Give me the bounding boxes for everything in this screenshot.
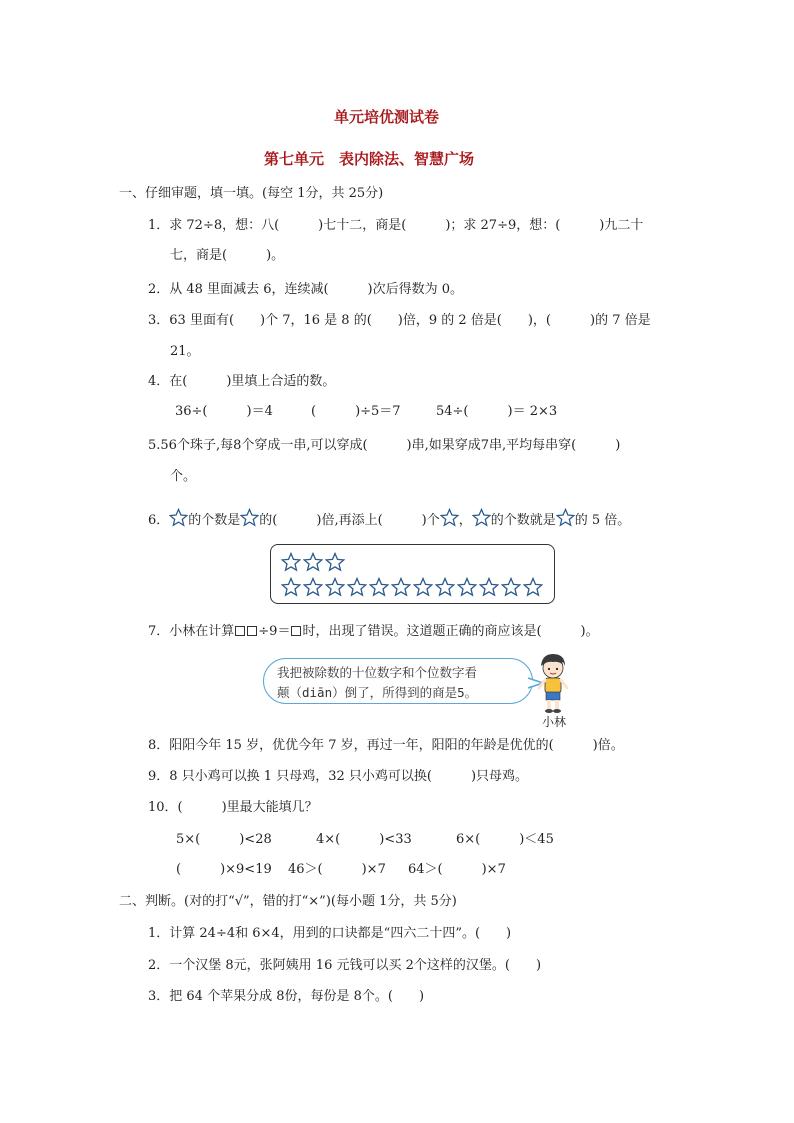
q10-blank-e: 46＞( )×7	[288, 862, 386, 877]
figure-star-icon	[369, 577, 389, 597]
judge-q1: 1．计算 24÷4和 6×4，用到的口诀都是“四六二十四”。( )	[148, 926, 512, 941]
q6-text-5: 的 5 倍。	[574, 513, 631, 528]
figure-star-icon	[281, 552, 301, 572]
q5-line2: 个。	[170, 469, 197, 484]
q10-blank-c: 6×( )＜45	[456, 832, 554, 847]
figure-star-icon	[391, 577, 411, 597]
q4: 4．在( )里填上合适的数。	[148, 374, 336, 389]
q4-blank-b: ( )÷5＝7	[311, 404, 401, 419]
star-figure-box	[270, 544, 555, 604]
q1-line1: 1．求 72÷8，想：八( )七十二，商是( )；求 27÷9，想：( )九二十	[148, 218, 644, 233]
star-icon	[169, 508, 188, 532]
q6-text-2: 的( )倍,再添上( )个	[259, 513, 440, 528]
figure-star-icon	[325, 577, 345, 597]
blank-square-icon	[235, 626, 245, 636]
q2: 2．从 48 里面减去 6，连续减( )次后得数为 0。	[148, 282, 464, 297]
q6-number: 6．	[148, 513, 170, 528]
figure-star-icon	[303, 552, 323, 572]
section1-heading: 一、仔细审题，填一填。(每空 1分，共 25分)	[119, 186, 384, 201]
bubble-line-2: 颠（diān）倒了，所得到的商是5。	[277, 685, 478, 700]
q10-blank-d: ( )×9<19	[176, 862, 272, 877]
boy-character-icon	[536, 652, 570, 714]
page-title: 单元培优测试卷	[334, 108, 440, 126]
star-icon	[556, 508, 575, 532]
q9: 9．8 只小鸡可以换 1 只母鸡，32 只小鸡可以换( )只母鸡。	[148, 769, 529, 784]
figure-star-icon	[325, 552, 345, 572]
judge-q3: 3．把 64 个苹果分成 8份，每份是 8个。( )	[148, 989, 425, 1004]
figure-star-icon	[435, 577, 455, 597]
judge-q2: 2．一个汉堡 8元，张阿姨用 16 元钱可以买 2个这样的汉堡。( )	[148, 958, 542, 973]
q7	[148, 624, 599, 640]
q6-text-1: 的个数是	[188, 513, 241, 528]
section2-heading: 二、判断。(对的打“√”，错的打“×”)(每小题 1分，共 5分)	[119, 894, 457, 909]
figure-star-icon	[457, 577, 477, 597]
bubble-line-1: 我把被除数的十位数字和个位数字看	[277, 665, 478, 680]
blank-square-icon	[291, 626, 301, 636]
q6-text-4: 的个数就是	[490, 513, 556, 528]
figure-star-icon	[413, 577, 433, 597]
q1-line2: 七，商是( )。	[170, 248, 285, 263]
q6-text-3: ，	[458, 513, 472, 528]
q4-blank-a: 36÷( )＝4	[175, 404, 273, 419]
q6	[148, 508, 630, 532]
character-name: 小林	[542, 715, 567, 729]
star-icon	[440, 508, 459, 532]
q10-blank-f: 64＞( )×7	[408, 862, 506, 877]
q4-blank-c: 54÷( )＝ 2×3	[436, 404, 558, 419]
figure-star-icon	[523, 577, 543, 597]
q10: 10．( )里最大能填几？	[148, 800, 318, 815]
star-icon	[472, 508, 491, 532]
q7-text-2: ÷9＝	[258, 624, 291, 639]
q3-line1: 3．63 里面有( )个 7，16 是 8 的( )倍，9 的 2 倍是( )，( )的 7 倍是	[148, 313, 651, 328]
q10-blank-b: 4×( )<33	[316, 832, 412, 847]
q10-blank-a: 5×( )<28	[176, 832, 272, 847]
q3-line2: 21。	[170, 344, 200, 359]
blank-square-icon	[247, 626, 257, 636]
unit-subtitle: 第七单元 表内除法、智慧广场	[264, 150, 475, 168]
q8: 8．阳阳今年 15 岁，优优今年 7 岁，再过一年，阳阳的年龄是优优的( )倍。	[148, 738, 624, 753]
q7-text-3: 时，出现了错误。这道题正确的商应该是( )。	[302, 624, 599, 639]
figure-star-icon	[347, 577, 367, 597]
star-icon	[240, 508, 259, 532]
q5-line1: 5.56个珠子,每8个穿成一串,可以穿成( )串,如果穿成7串,平均每串穿( )	[148, 438, 621, 453]
figure-star-icon	[501, 577, 521, 597]
figure-star-icon	[303, 577, 323, 597]
figure-star-icon	[479, 577, 499, 597]
figure-star-icon	[281, 577, 301, 597]
q7-text-1: 7．小林在计算	[148, 624, 235, 639]
